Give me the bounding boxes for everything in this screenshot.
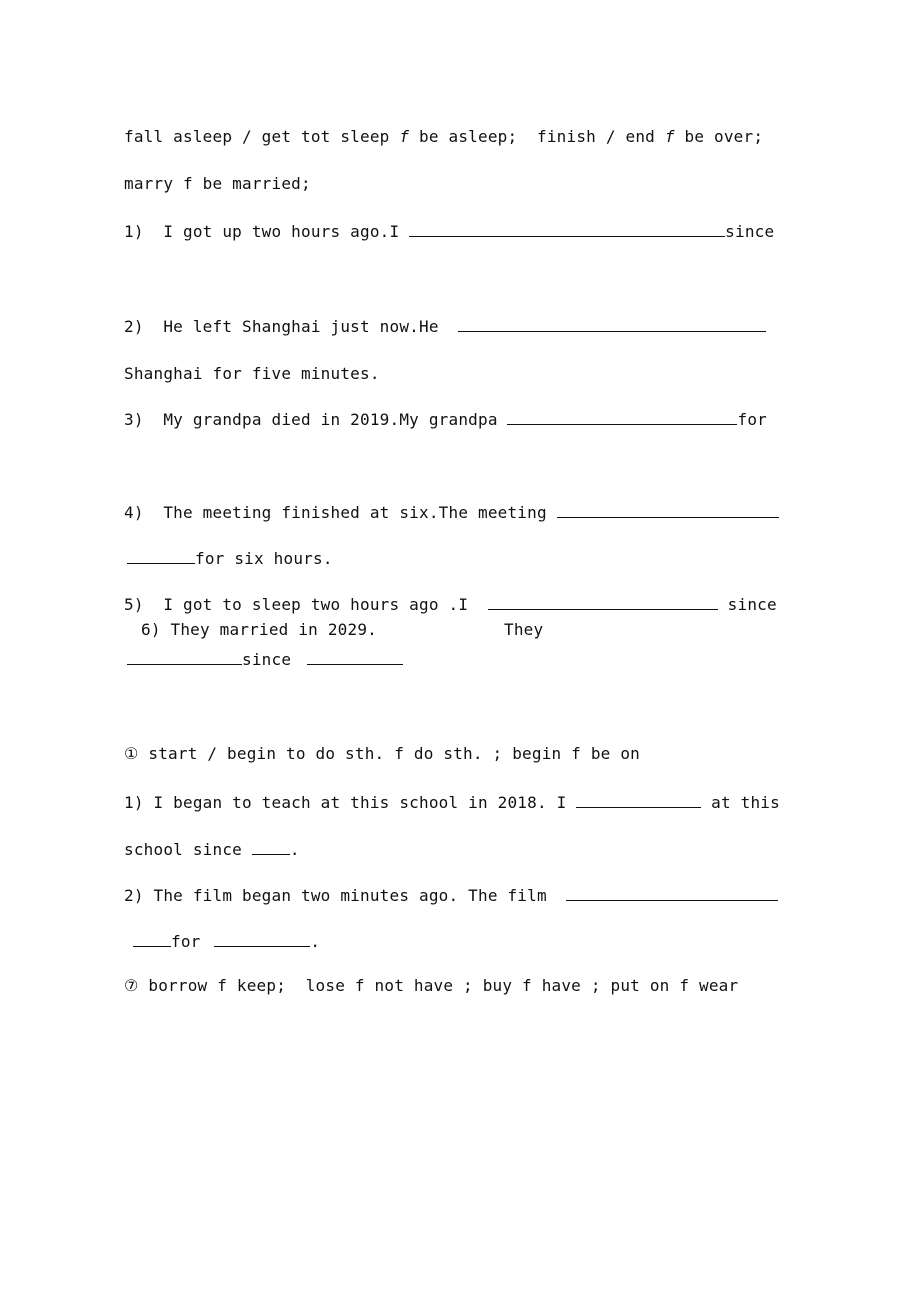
question-text: since — [717, 595, 777, 614]
exercise-b1-continued — [124, 840, 300, 860]
rule-text: fall asleep / get tot sleep — [124, 127, 400, 146]
question-text: at this — [701, 793, 780, 812]
question-text: for — [737, 410, 767, 429]
exercise-5 — [124, 595, 777, 615]
exercise-b2 — [124, 886, 778, 906]
rule-line-borrow: ⑦ borrow f keep; lose f not have ; buy f have ; put on f wear — [124, 976, 739, 995]
answer-blank[interactable] — [566, 886, 778, 901]
answer-blank[interactable] — [409, 222, 725, 237]
question-text: for six hours. — [195, 549, 333, 568]
answer-blank[interactable] — [127, 650, 242, 665]
exercise-4-continued — [127, 549, 333, 569]
question-text: since — [242, 650, 292, 669]
question-text: 1) I began to teach at this school in 2018. I — [124, 793, 577, 812]
rule-line-married: marry f be married; — [124, 174, 311, 193]
rule-line-asleep-over — [124, 127, 763, 147]
question-text: 5) I got to sleep two hours ago .I — [124, 595, 488, 614]
rule-line-begin: ① start / begin to do sth. f do sth. ; begin f be on — [124, 744, 641, 763]
exercise-b1 — [124, 793, 780, 813]
question-text: since — [725, 222, 775, 241]
answer-blank[interactable] — [133, 932, 171, 947]
question-text: for — [171, 932, 211, 951]
answer-blank[interactable] — [252, 840, 290, 855]
question-text: 1) I got up two hours ago.I — [124, 222, 410, 241]
exercise-b2-continued — [133, 932, 320, 952]
exercise-2 — [124, 317, 766, 337]
question-text: . — [289, 840, 300, 859]
arrow-mark: f — [664, 127, 675, 146]
question-text: school since — [124, 840, 252, 859]
rule-text: be over; — [674, 127, 764, 146]
answer-blank[interactable] — [507, 410, 737, 425]
exercise-6: 6) They married in 2029. — [141, 620, 377, 639]
rule-text: be asleep; finish / end — [409, 127, 665, 146]
question-text: 2) He left Shanghai just now.He — [124, 317, 459, 336]
exercise-3 — [124, 410, 767, 430]
answer-blank[interactable] — [557, 503, 779, 518]
exercise-2-continued: Shanghai for five minutes. — [124, 364, 380, 383]
answer-blank[interactable] — [214, 932, 310, 947]
exercise-6-subject: They — [504, 620, 544, 639]
question-text: . — [310, 932, 321, 951]
question-text: 2) The film began two minutes ago. The film — [124, 886, 567, 905]
question-text: 3) My grandpa died in 2019.My grandpa — [124, 410, 508, 429]
answer-blank[interactable] — [127, 549, 195, 564]
answer-blank[interactable] — [488, 595, 718, 610]
answer-blank[interactable] — [576, 793, 701, 808]
exercise-1 — [124, 222, 774, 242]
exercise-4 — [124, 503, 779, 523]
answer-blank[interactable] — [458, 317, 766, 332]
arrow-mark: f — [399, 127, 410, 146]
exercise-6-continued — [127, 650, 403, 670]
answer-blank[interactable] — [307, 650, 403, 665]
question-text: 4) The meeting finished at six.The meeting — [124, 503, 557, 522]
